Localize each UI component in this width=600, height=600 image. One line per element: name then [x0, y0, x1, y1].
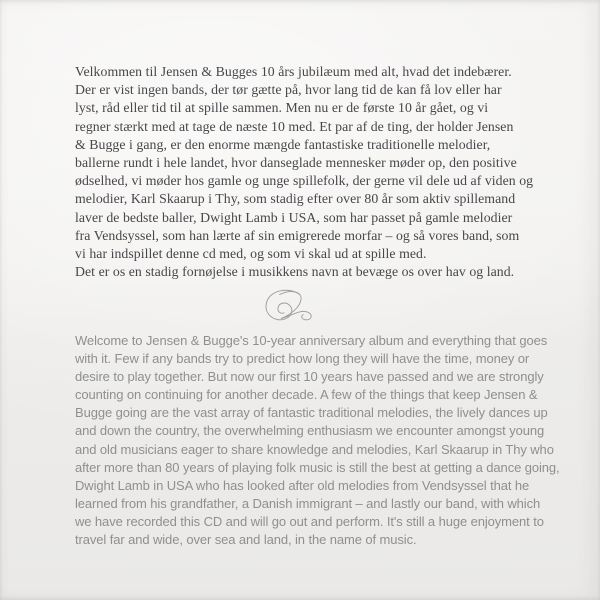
- danish-line: fra Vendsyssel, som han lærte af sin emigrerede morfar – og så vores band, som: [75, 227, 520, 243]
- danish-paragraph: [75, 63, 575, 281]
- english-line: and down the country, the overwhelming enthusiasm we encounter amongst young: [75, 423, 545, 439]
- danish-line: laver de bedste baller, Dwight Lamb i USA, som har passet på gamle melodier: [75, 209, 513, 225]
- english-line: counting on continuing for another decade. A few of the things that keep Jensen &: [75, 387, 538, 403]
- english-line: and old musicians eager to share knowledge and melodies, Karl Skaarup in Thy who: [75, 441, 554, 457]
- danish-line: lyst, råd eller tid til at spille sammen. Men nu er de første 10 år gået, og vi: [75, 100, 489, 116]
- english-line: we have recorded this CD and will go out and perform. It's still a huge enjoyment to: [75, 513, 544, 529]
- danish-line: ballerne rundt i hele landet, hvor danseglade mennesker møder op, den positive: [75, 155, 517, 171]
- english-paragraph: [75, 332, 585, 549]
- english-line: desire to play together. But now our first 10 years have passed and we are strongly: [75, 369, 544, 385]
- danish-line: & Bugge i gang, er den enorme mængde fantastiske traditionelle melodier,: [75, 136, 491, 152]
- danish-line: regner stærkt med at tage de næste 10 med. Et par af de ting, der holder Jensen: [75, 118, 514, 134]
- english-line: Dwight Lamb in USA who has looked after old melodies from Vendsyssel that he: [75, 477, 530, 493]
- calligraphic-flourish-icon: [258, 288, 326, 324]
- danish-line: vi har indspillet denne cd med, og som vi skal ud at spille med.: [75, 246, 427, 262]
- english-line: after more than 80 years of playing folk music is still the best at getting a dance going,: [75, 459, 560, 475]
- english-line: travel far and wide, over sea and land, in the name of music.: [75, 532, 417, 548]
- danish-line: Det er os en stadig fornøjelse i musikkens navn at bevæge os over hav og land.: [75, 264, 515, 280]
- danish-line: melodier, Karl Skaarup i Thy, som stadig efter over 80 år som aktiv spillemand: [75, 191, 516, 207]
- danish-line: ødselhed, vi møder hos gamle og unge spillefolk, der gerne vil dele ud af viden og: [75, 173, 534, 189]
- danish-line: Velkommen til Jensen & Bugges 10 års jubilæum med alt, hvad det indebærer.: [75, 64, 512, 79]
- english-line: with it. Few if any bands try to predict how long they will have the time, money or: [75, 351, 530, 367]
- english-line: Bugge going are the vast array of fantastic traditional melodies, the lively dances up: [75, 405, 548, 421]
- english-line: Welcome to Jensen & Bugge's 10-year anniversary album and everything that goes: [75, 333, 548, 348]
- danish-line: Der er vist ingen bands, der tør gætte på, hvor lang tid de kan få lov eller har: [75, 82, 502, 98]
- english-line: learned from his grandfather, a Danish immigrant – and lastly our band, with which: [75, 495, 541, 511]
